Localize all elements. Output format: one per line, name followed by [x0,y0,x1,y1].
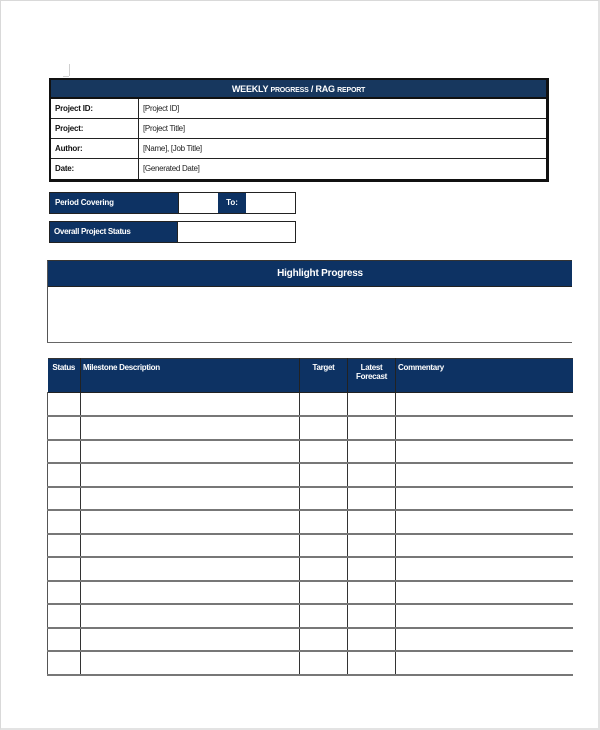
commentary-cell[interactable] [396,557,573,581]
table-row [48,416,573,440]
table-row [48,487,573,511]
target-cell[interactable] [300,487,348,511]
milestone-header-row [48,359,573,393]
period-from-field[interactable] [178,193,218,213]
latest-forecast-cell[interactable] [348,463,396,487]
status-cell[interactable] [48,581,81,605]
milestone-description-cell[interactable] [81,581,300,605]
milestone-description-cell[interactable] [81,651,300,675]
commentary-cell[interactable] [396,651,573,675]
highlight-progress-title: Highlight Progress [48,261,572,287]
table-row [48,628,573,652]
commentary-cell[interactable] [396,440,573,464]
target-cell[interactable] [300,463,348,487]
milestone-table [47,358,573,676]
status-cell[interactable] [48,534,81,558]
crop-mark [69,64,70,76]
commentary-cell[interactable] [396,463,573,487]
commentary-cell[interactable] [396,510,573,534]
overall-status-row [49,221,296,243]
target-cell[interactable] [300,416,348,440]
latest-forecast-cell[interactable] [348,628,396,652]
status-cell[interactable] [48,416,81,440]
table-row [48,393,573,417]
milestone-description-cell[interactable] [81,463,300,487]
status-cell[interactable] [48,510,81,534]
target-cell[interactable] [300,393,348,417]
highlight-progress-body[interactable] [48,287,572,342]
commentary-cell[interactable] [396,393,573,417]
table-row [48,557,573,581]
column-header-target: Target [300,359,348,393]
table-row [48,534,573,558]
report-title: WEEKLY PROGRESS / RAG REPORT [51,80,546,99]
commentary-cell[interactable] [396,487,573,511]
status-cell[interactable] [48,393,81,417]
period-to-field[interactable] [246,193,295,213]
target-cell[interactable] [300,651,348,675]
target-cell[interactable] [300,534,348,558]
period-covering-row [49,192,296,214]
status-cell[interactable] [48,604,81,628]
target-cell[interactable] [300,628,348,652]
latest-forecast-cell[interactable] [348,651,396,675]
commentary-cell[interactable] [396,581,573,605]
status-cell[interactable] [48,440,81,464]
milestone-description-cell[interactable] [81,534,300,558]
info-row-project [51,119,546,139]
period-to-label: To: [218,193,246,213]
column-header-commentary: Commentary [396,359,573,393]
milestone-description-cell[interactable] [81,557,300,581]
status-cell[interactable] [48,487,81,511]
period-covering-label: Period Covering [50,193,178,213]
field-label: Project ID: [51,99,139,118]
target-cell[interactable] [300,440,348,464]
milestone-description-cell[interactable] [81,440,300,464]
status-cell[interactable] [48,557,81,581]
overall-status-label: Overall Project Status [50,222,177,242]
project-id-field[interactable]: [Project ID] [143,104,179,113]
commentary-cell[interactable] [396,604,573,628]
target-cell[interactable] [300,557,348,581]
field-label: Author: [51,139,139,158]
column-header-status: Status [48,359,81,393]
table-row [48,604,573,628]
commentary-cell[interactable] [396,628,573,652]
author-field[interactable]: [Name], [Job Title] [143,144,202,153]
milestone-description-cell[interactable] [81,604,300,628]
column-header-milestone-description: Milestone Description [81,359,300,393]
info-row-author [51,139,546,159]
milestone-description-cell[interactable] [81,510,300,534]
table-row [48,651,573,675]
table-row [48,581,573,605]
status-cell[interactable] [48,463,81,487]
status-cell[interactable] [48,651,81,675]
target-cell[interactable] [300,581,348,605]
latest-forecast-cell[interactable] [348,487,396,511]
latest-forecast-cell[interactable] [348,416,396,440]
column-header-latest-forecast: Latest Forecast [348,359,396,393]
latest-forecast-cell[interactable] [348,393,396,417]
table-row [48,510,573,534]
target-cell[interactable] [300,510,348,534]
commentary-cell[interactable] [396,416,573,440]
milestone-description-cell[interactable] [81,393,300,417]
overall-status-field[interactable] [177,222,295,242]
milestone-description-cell[interactable] [81,416,300,440]
milestone-description-cell[interactable] [81,628,300,652]
report-info-table [49,78,549,182]
table-row [48,463,573,487]
highlight-progress-section [47,260,572,343]
table-row [48,440,573,464]
latest-forecast-cell[interactable] [348,510,396,534]
latest-forecast-cell[interactable] [348,534,396,558]
field-label: Project: [51,119,139,138]
latest-forecast-cell[interactable] [348,581,396,605]
field-label: Date: [51,159,139,179]
latest-forecast-cell[interactable] [348,557,396,581]
info-row-project-id [51,99,546,119]
status-cell[interactable] [48,628,81,652]
project-title-field[interactable]: [Project Title] [143,124,185,133]
commentary-cell[interactable] [396,534,573,558]
latest-forecast-cell[interactable] [348,440,396,464]
milestone-description-cell[interactable] [81,487,300,511]
latest-forecast-cell[interactable] [348,604,396,628]
info-row-date [51,159,546,179]
date-field[interactable]: [Generated Date] [143,164,200,173]
target-cell[interactable] [300,604,348,628]
